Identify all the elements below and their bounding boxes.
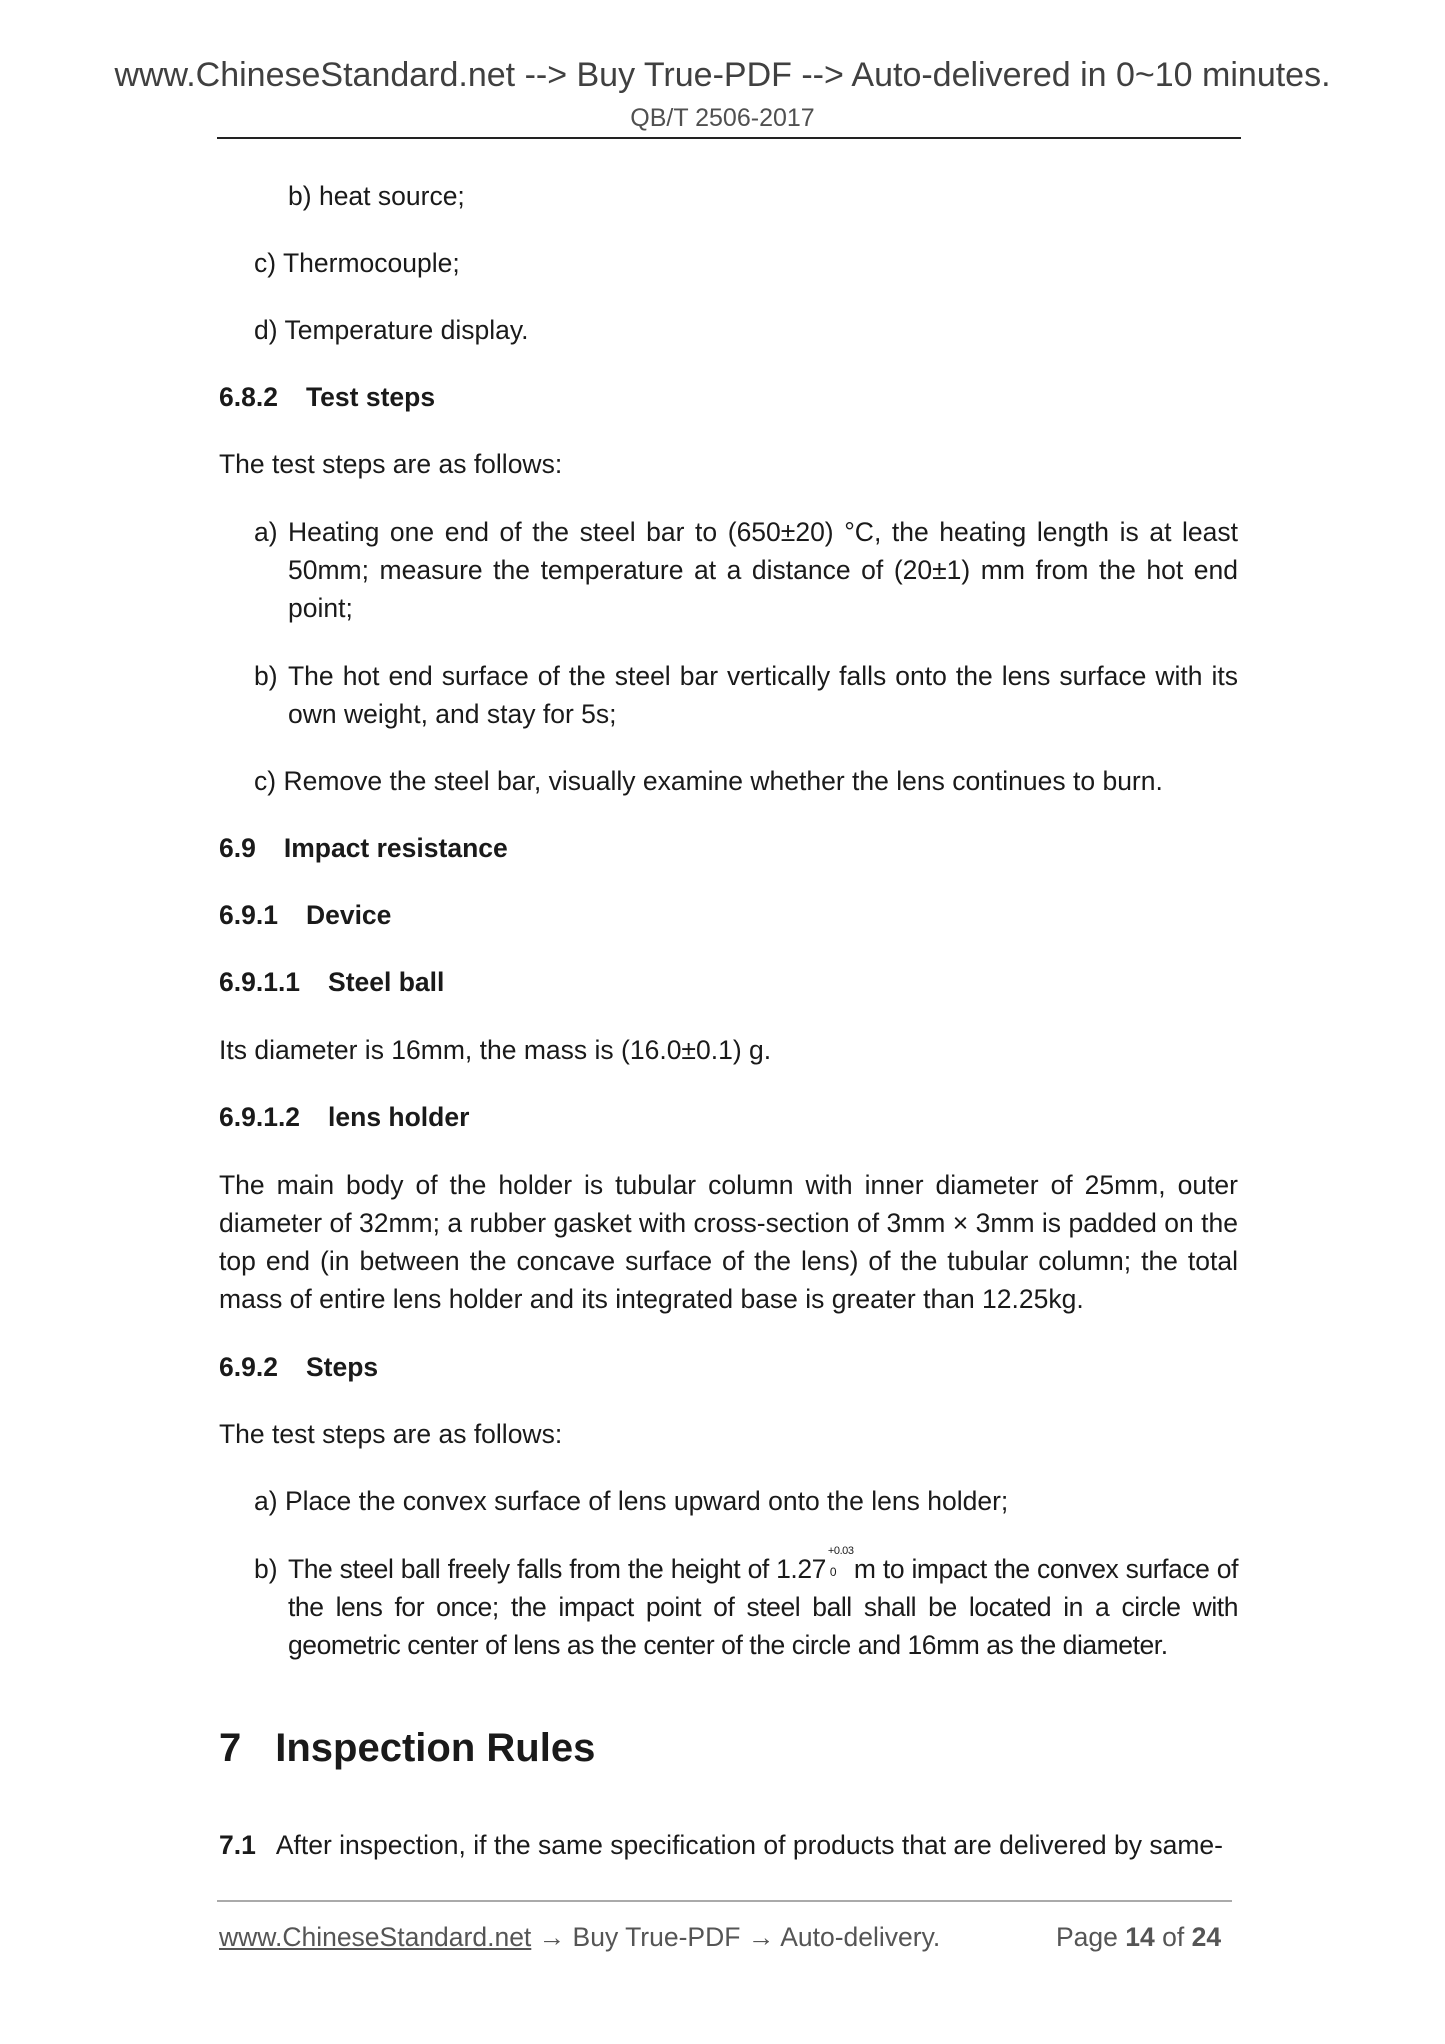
tolerance-upper: +0.03 [827,1545,854,1557]
arrow-right-icon: → [538,1922,566,1952]
paragraph-steps-intro: The test steps are as follows: [219,1419,563,1449]
paragraph-test-steps-intro: The test steps are as follows: [219,449,563,479]
page-total: 24 [1191,1922,1222,1952]
section-number: 6.9.2 [219,1352,278,1382]
list-item-heating [254,513,1238,627]
list-item-ball-drop [254,1545,1238,1664]
list-label: d) [254,315,278,345]
list-item-heat-source [288,177,465,215]
section-heading-6-8-2 [219,378,435,416]
section-number: 6.8.2 [219,382,278,412]
list-item-place-lens [254,1482,1008,1520]
list-text: Place the convex surface of lens upward onto the lens holder; [284,1486,1009,1516]
list-text: Temperature display. [284,315,529,345]
section-number: 6.9.1.2 [219,1102,301,1132]
list-text [288,1545,1238,1664]
list-label: a) [254,1486,278,1516]
section-heading-6-9-2 [219,1348,378,1386]
section-title: Impact resistance [283,833,508,863]
chapter-heading-7 [219,1724,595,1772]
footer-buy-text: Buy True-PDF [572,1922,741,1952]
list-text: Remove the steel bar, visually examine whether the lens continues to burn. [283,766,1163,796]
paragraph-lens-holder: The main body of the holder is tubular column with inner diameter of 25mm, outer diameter of 32mm; a rubber gasket with cross-section of 3mm × 3mm is padded on the top end (in between the concave surface of the lens) of the tubular column; the total mass of entire lens holder and its integrated base is greater than 12.25kg. [219,1170,1238,1314]
tolerance-notation [826,1545,854,1579]
section-number: 6.9.1 [219,900,278,930]
section-heading-6-9-1-1 [219,963,444,1001]
list-text: The hot end surface of the steel bar vertically falls onto the lens surface with its own weight, and stay for 5s; [288,661,1238,729]
header-divider [217,137,1241,139]
footer-auto-text: Auto-delivery. [780,1922,941,1952]
chapter-title: Inspection Rules [275,1726,596,1770]
list-label: b) [254,1554,278,1584]
of-word: of [1162,1922,1185,1952]
section-title: Steps [305,1352,379,1382]
list-item-thermocouple [254,244,460,282]
list-text: Thermocouple; [282,248,460,278]
text-before-tolerance: The steel ball freely falls from the height of 1.27 [288,1554,826,1584]
page-number [1056,1922,1221,1953]
footer-promo [219,1922,940,1953]
tolerance-lower: 0 [829,1565,837,1579]
section-number: 6.9 [219,833,256,863]
clause-number: 7.1 [219,1830,256,1860]
section-title: Device [305,900,392,930]
section-title: lens holder [328,1102,470,1132]
paragraph-7-1 [219,1826,1223,1864]
section-heading-6-9-1 [219,896,391,934]
arrow-right-icon: → [747,1922,775,1952]
list-item-hot-end [254,657,1238,733]
list-label: c) [254,248,277,278]
section-number: 6.9.1.1 [219,967,301,997]
list-text: heat source; [318,181,465,211]
chapter-number: 7 [219,1726,242,1770]
list-item-remove-bar [254,762,1163,800]
section-title: Test steps [305,382,436,412]
document-code: QB/T 2506-2017 [630,104,815,132]
list-label: a) [254,517,278,547]
list-label: c) [254,766,277,796]
page-word: Page [1056,1922,1118,1952]
list-text: Heating one end of the steel bar to (650±20) °C, the heating length is at least 50mm; measure the temperature at a distance of (20±1) mm from the hot end point; [288,517,1238,623]
paragraph-steel-ball: Its diameter is 16mm, the mass is (16.0±0.1) g. [219,1035,772,1065]
page-current: 14 [1125,1922,1155,1952]
list-label: b) [288,181,312,211]
header-banner: www.ChineseStandard.net --> Buy True-PDF --> Auto-delivered in 0~10 minutes. [114,56,1331,94]
list-label: b) [254,661,278,691]
section-heading-6-9 [219,829,508,867]
section-heading-6-9-1-2 [219,1098,469,1136]
section-title: Steel ball [328,967,445,997]
text-after-tolerance: m to impact the convex surface of the lens for once; the impact point of steel ball shall be located in a circle with geometric center of lens as the center of the circle and 16mm as the diameter. [288,1554,1238,1660]
list-item-temperature-display [254,311,528,349]
clause-text: After inspection, if the same specification of products that are delivered by same- [275,1830,1223,1860]
footer-site-link[interactable]: www.ChineseStandard.net [219,1922,532,1952]
footer-divider [217,1900,1232,1902]
